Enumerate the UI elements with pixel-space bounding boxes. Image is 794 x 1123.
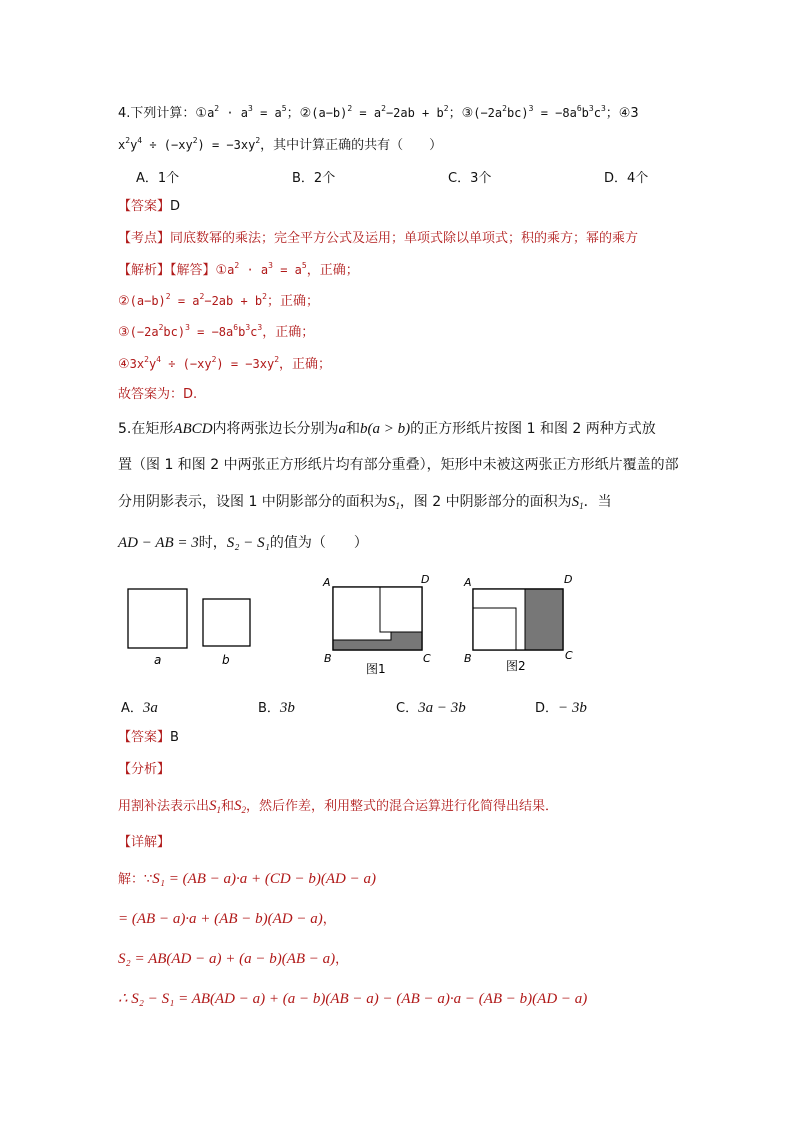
- square-b: [203, 599, 250, 646]
- q4-kaodian: 【考点】同底数幂的乘法；完全平方公式及运用；单项式除以单项式；积的乘方；幂的乘方: [118, 231, 639, 246]
- q5-sol1: 解：∵S₁ = (AB − a)·a + (CD − b)(AD − a): [118, 871, 376, 887]
- q4-option-d: D．4个: [604, 171, 649, 186]
- svg-text:D: D: [421, 573, 430, 586]
- square-a: [128, 589, 187, 648]
- q4-step4: $④3x^2y^4 \div (-xy^2) = -3xy^2$，正确；: [118, 355, 332, 372]
- q5-option-a: A．3a: [121, 700, 158, 716]
- q5-line3: 分用阴影表示，设图 1 中阴影部分的面积为$S_1$，图 2 中阴影部分的面积为$S_1$．当: [118, 494, 612, 511]
- q5-option-c: C．3a − 3b: [396, 700, 466, 716]
- svg-text:A: A: [464, 576, 472, 589]
- svg-text:B: B: [464, 652, 472, 665]
- figure-2: [463, 573, 573, 673]
- q5-option-b: B．3b: [258, 700, 295, 716]
- q4-option-a: A．1个: [136, 171, 180, 186]
- label-a: a: [154, 653, 162, 667]
- fig1-caption: 图1: [366, 662, 386, 676]
- q5-fenxi-tag: 【分析】: [118, 762, 171, 777]
- answer-tag: 【答案】: [118, 199, 171, 214]
- q5-sol3: S₂ = AB(AD − a) + (a − b)(AB − a)，: [118, 951, 349, 967]
- answer-value: D: [170, 199, 181, 214]
- q5-line4: AD − AB = 3时，S₂ − S₁的值为（ ）: [118, 535, 368, 551]
- q5-line2: 置（图 1 和图 2 中两张正方形纸片均有部分重叠），矩形中未被这两张正方形纸片覆盖的部: [118, 457, 679, 473]
- q5-xiangjie-tag: 【详解】: [118, 835, 171, 850]
- q4-prefix: 4.下列计算：: [118, 106, 196, 121]
- figure-1: [322, 573, 431, 676]
- q4-option-b: B．2个: [292, 171, 336, 186]
- svg-text:A: A: [323, 576, 331, 589]
- fig2-caption: 图2: [506, 659, 526, 673]
- q5-fenxi: 用割补法表示出$S_1$和$S_2$，然后作差，利用整式的混合运算进行化简得出结果．: [118, 798, 559, 815]
- svg-text:C: C: [565, 649, 573, 662]
- q4-question-tail: ，其中计算正确的共有（ ）: [260, 138, 443, 153]
- q5-option-d: D．− 3b: [535, 700, 587, 716]
- q4-option-c: C．3个: [448, 171, 492, 186]
- q4-line1: 4.下列计算：$①a^2 \cdot a^3 = a^5$；$②(a-b)^2 = a^2-2ab + b^2$；$③(-2a^2bc)^3 = -8a^6b^3c^3$；④3: [118, 104, 639, 121]
- q4-step3: $③(-2a^2bc)^3 = -8a^6b^3c^3$，正确；: [118, 323, 315, 340]
- svg-text:C: C: [423, 652, 431, 665]
- q4-step1: 【解析】【解答】$①a^2 \cdot a^3 = a^5$，正确；: [118, 261, 359, 278]
- q4-line2: $x^2y^4 \div (-xy^2) = -3xy^2$，其中计算正确的共有（ ）: [118, 136, 443, 153]
- q5-answer: 【答案】B: [118, 730, 179, 745]
- q4-answer: [118, 198, 180, 216]
- q4-conclusion: 故答案为：D.: [118, 387, 198, 402]
- svg-text:B: B: [324, 652, 332, 665]
- q5-sol2: = (AB − a)·a + (AB − b)(AD − a)，: [118, 911, 336, 927]
- svg-text:D: D: [564, 573, 573, 586]
- q5-sol4: ∴ S₂ − S₁ = AB(AD − a) + (a − b)(AB − a) − (AB − a)·a − (AB − b)(AD − a): [118, 991, 588, 1007]
- q5-line1: 5.在矩形ABCD内将两张边长分别为a和b(a > b)的正方形纸片按图 1 和图 2 两种方式放: [118, 421, 656, 437]
- q5-figure: [118, 572, 598, 682]
- label-b: b: [222, 653, 230, 667]
- q4-step2: $②(a-b)^2 = a^2-2ab + b^2$；正确；: [118, 292, 319, 309]
- kaodian-text: 同底数幂的乘法；完全平方公式及运用；单项式除以单项式；积的乘方；幂的乘方: [170, 231, 639, 246]
